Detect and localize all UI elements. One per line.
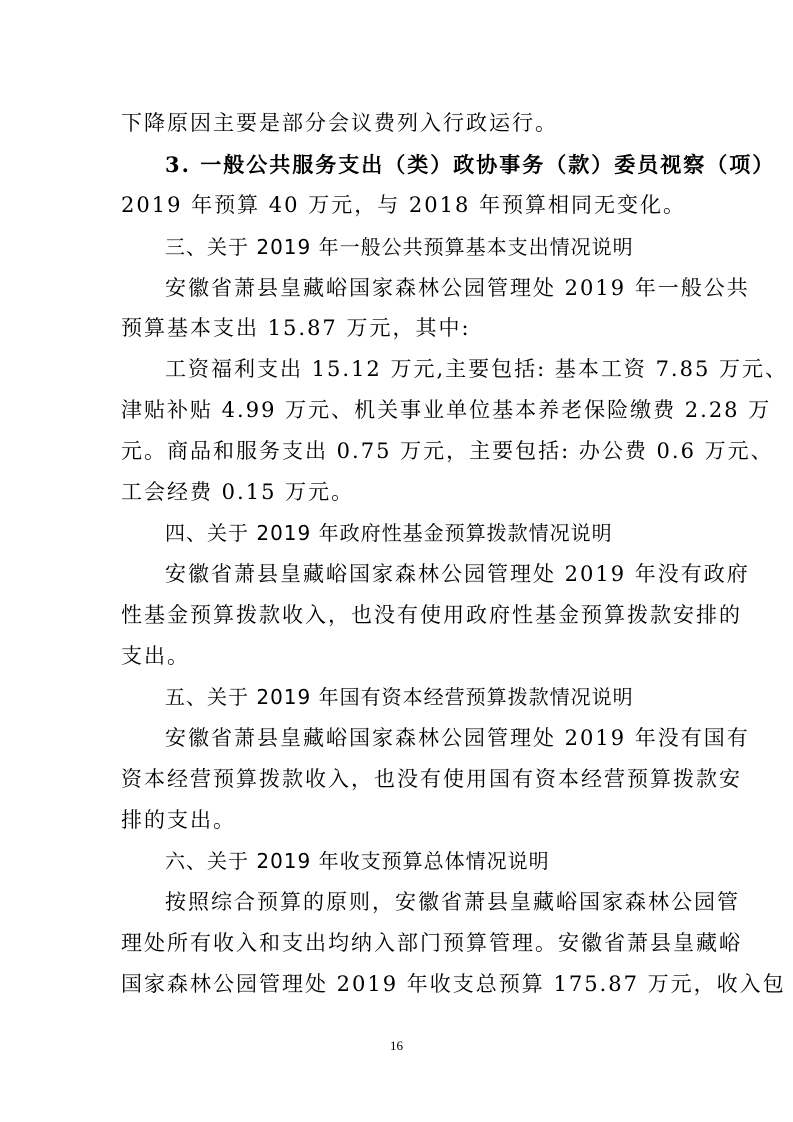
section-heading: 四、关于 2019 年政府性基金预算拨款情况说明 <box>165 521 613 545</box>
body-line: 排的支出。 <box>121 808 236 832</box>
body-line: 预算基本支出 15.87 万元，其中: <box>121 316 471 340</box>
section-heading: 三、关于 2019 年一般公共预算基本支出情况说明 <box>165 235 634 259</box>
section-heading: 六、关于 2019 年收支预算总体情况说明 <box>165 849 550 873</box>
body-line: 安徽省萧县皇藏峪国家森林公园管理处 2019 年没有国有 <box>165 726 750 750</box>
body-line: 安徽省萧县皇藏峪国家森林公园管理处 2019 年一般公共 <box>165 276 750 300</box>
body-line: 资本经营预算拨款收入，也没有使用国有资本经营预算拨款安 <box>121 767 742 791</box>
body-line: 理处所有收入和支出均纳入部门预算管理。安徽省萧县皇藏峪 <box>121 931 742 955</box>
body-line: 性基金预算拨款收入，也没有使用政府性基金预算拨款安排的 <box>121 603 742 627</box>
body-line: 津贴补贴 4.99 万元、机关事业单位基本养老保险缴费 2.28 万 <box>121 398 772 422</box>
section-heading: 五、关于 2019 年国有资本经营预算拨款情况说明 <box>165 685 634 709</box>
body-line: 2019 年预算 40 万元，与 2018 年预算相同无变化。 <box>121 193 686 217</box>
page-number: 16 <box>390 1038 403 1053</box>
body-line: 下降原因主要是部分会议费列入行政运行。 <box>121 111 558 135</box>
body-line: 国家森林公园管理处 2019 年收支总预算 175.87 万元，收入包 <box>121 972 786 996</box>
body-line: 按照综合预算的原则，安徽省萧县皇藏峪国家森林公园管 <box>165 890 740 914</box>
body-line: 安徽省萧县皇藏峪国家森林公园管理处 2019 年没有政府 <box>165 562 750 586</box>
body-line: 支出。 <box>121 644 190 668</box>
subsection-heading: 3. 一般公共服务支出（类）政协事务（款）委员视察（项） <box>165 152 776 177</box>
body-line: 工会经费 0.15 万元。 <box>121 480 355 504</box>
body-line: 元。商品和服务支出 0.75 万元，主要包括: 办公费 0.6 万元、 <box>121 439 774 463</box>
body-line: 工资福利支出 15.12 万元,主要包括: 基本工资 7.85 万元、 <box>165 357 789 381</box>
